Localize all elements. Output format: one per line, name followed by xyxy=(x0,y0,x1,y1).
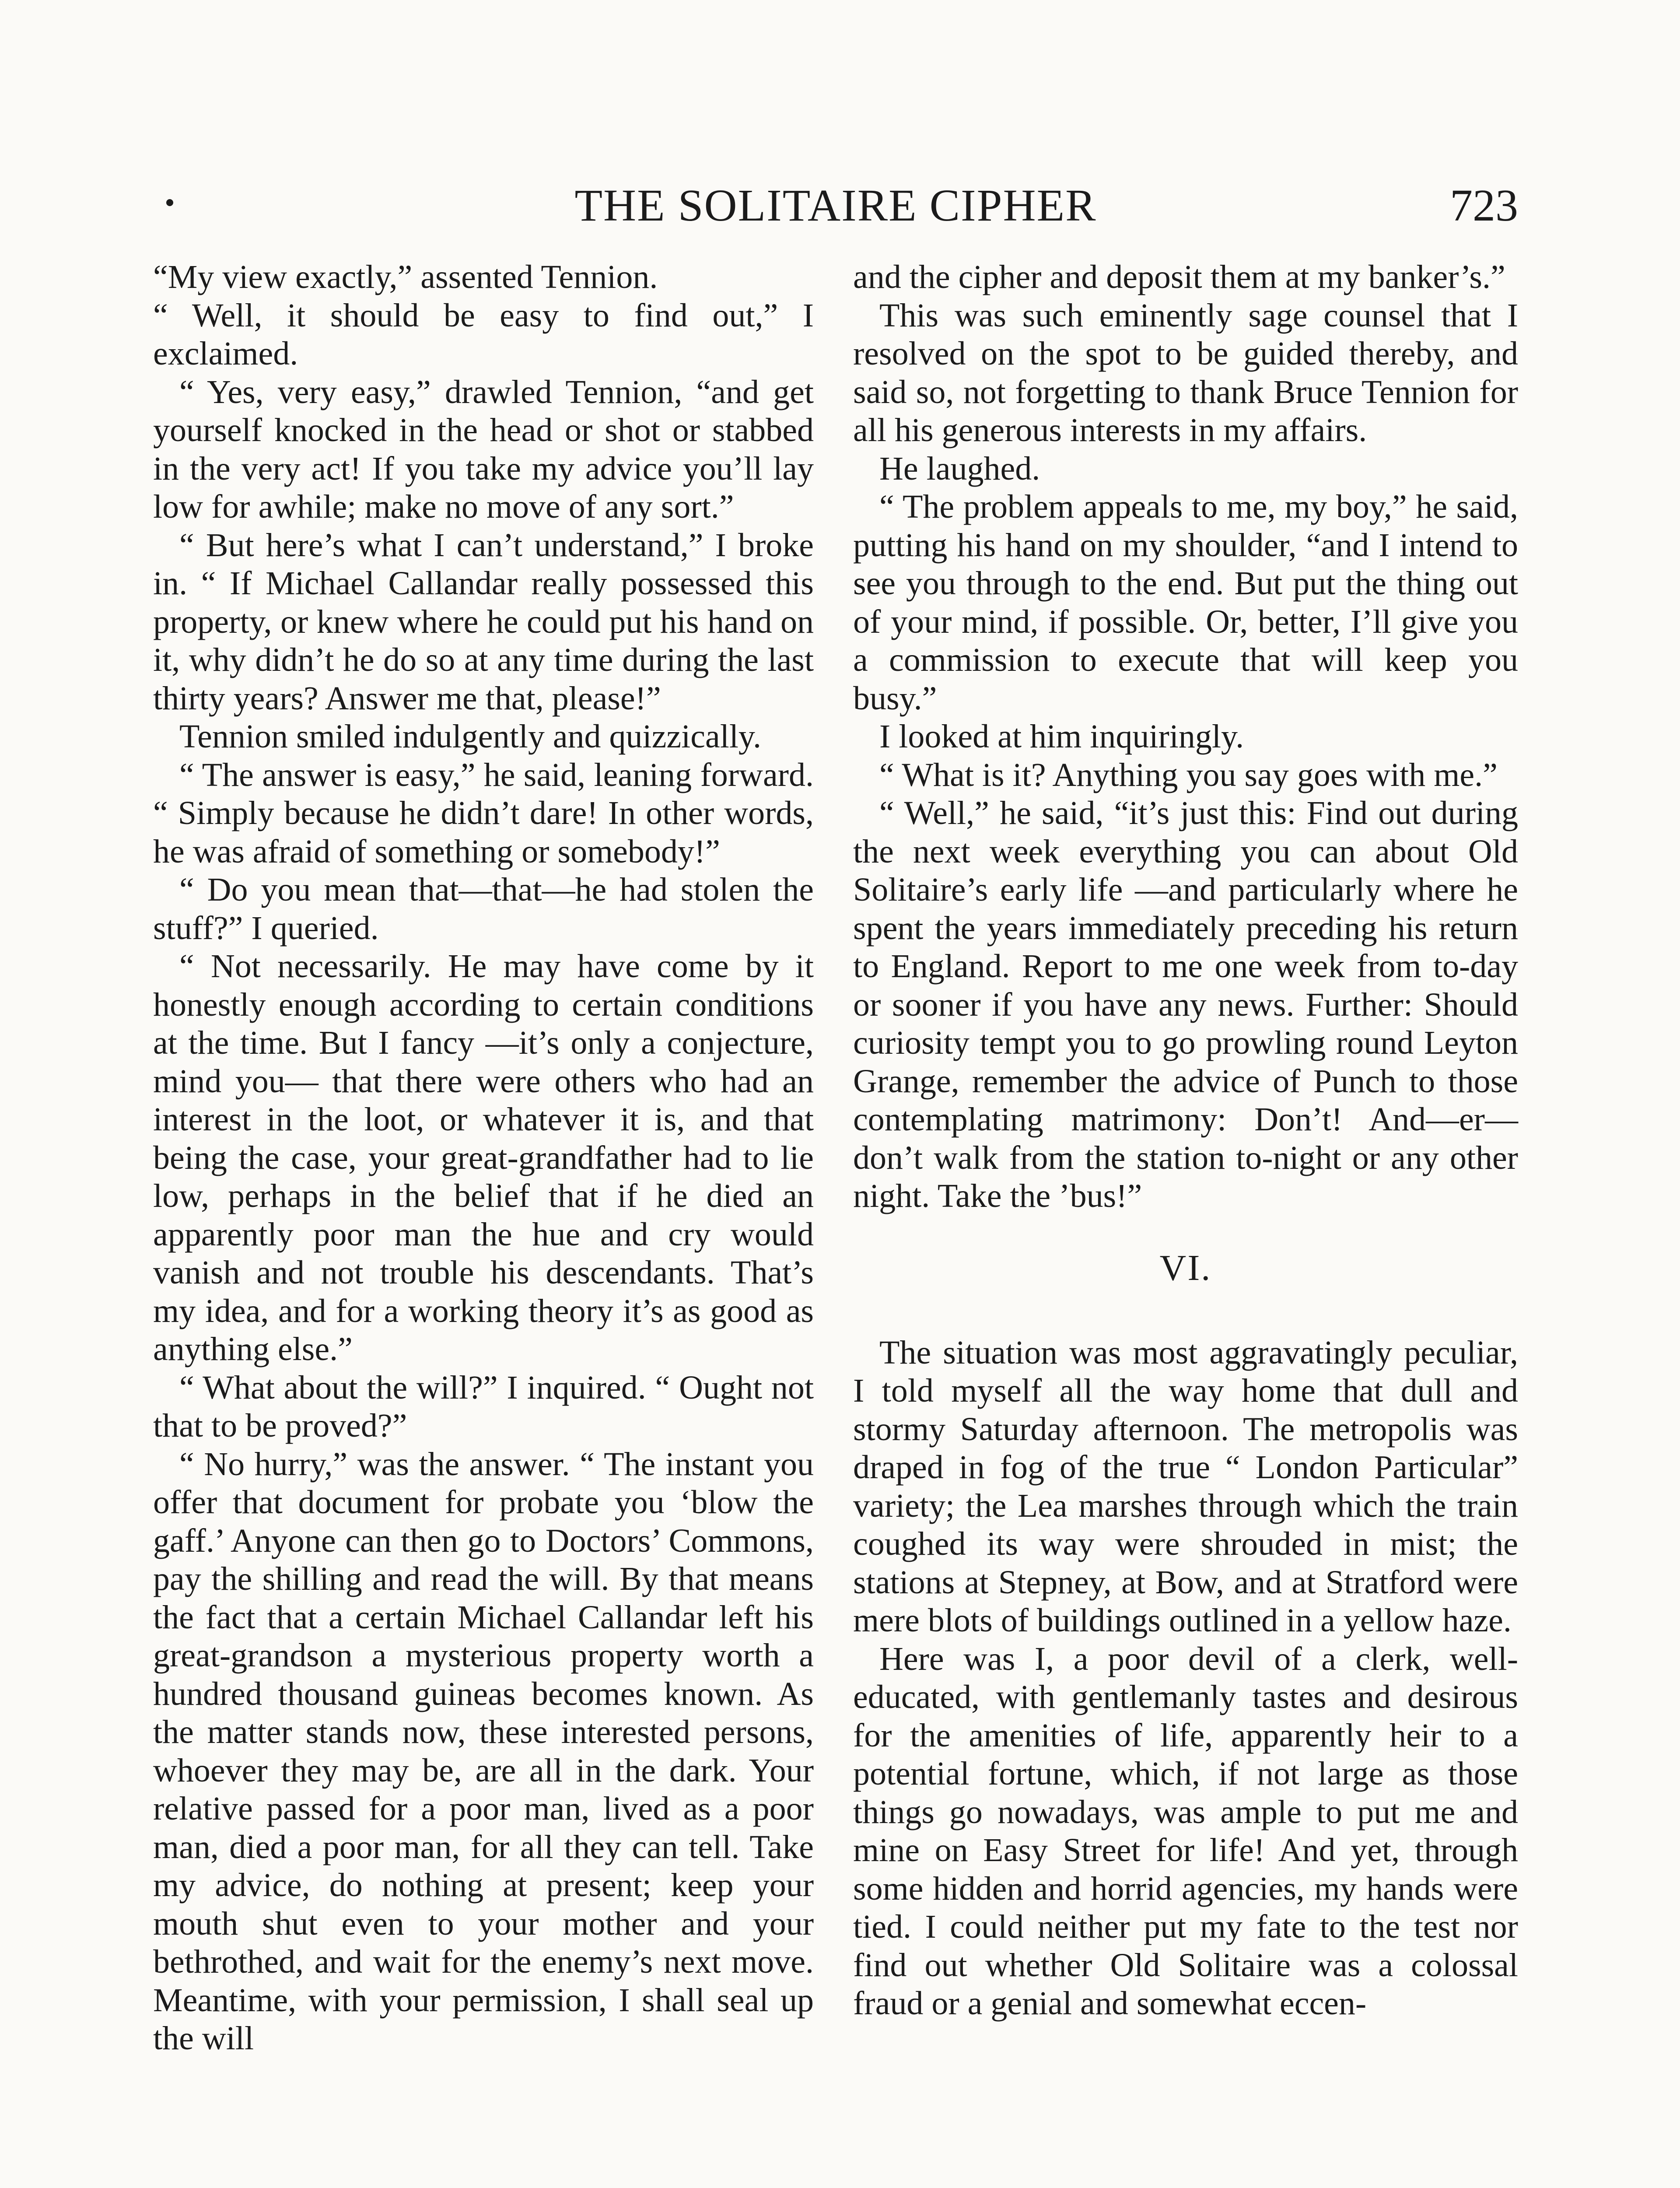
paragraph: “ What is it? Anything you say goes with me.” xyxy=(879,756,1498,793)
paragraph: “ The problem appeals to me, my boy,” he said, putting his hand on my shoulder, “and I intend to see you through to the end. But put the thing out of your mind, if possible. Or, better, I’ll give you a commission to execute that will keep you busy.” xyxy=(853,488,1518,717)
paragraph: “ Well,” he said, “it’s just this: Find out during the next week everything you can about Old Solitaire’s early life —and particularly where he spent the years immediately preceding his return to England. Report to me one week from to-day or sooner if you have any news. Further: Should curiosity tempt you to go prowling round Leyton Grange, remember the advice of Punch to those contemplating matrimony: Don’t! And—er—don’t walk from the station to-night or any other night. Take the ’bus!” xyxy=(853,795,1518,1214)
running-head xyxy=(153,177,1518,234)
left-column xyxy=(153,258,814,2058)
paragraph: Here was I, a poor devil of a clerk, well-educated, with gentlemanly tastes and desirous for the amenities of life, apparently heir to a potential fortune, which, if not large as those things go nowadays, was ample to put me and mine on Easy Street for life! And yet, through some hidden and horrid agencies, my hands were tied. I could neither put my fate to the test nor find out whether Old Solitaire was a colossal fraud or a genial and somewhat eccen- xyxy=(853,1640,1518,2022)
paragraph: “ But here’s what I can’t understand,” I broke in. “ If Michael Callandar really possessed this property, or knew where he could put his hand on it, why didn’t he do so at any time during the last thirty years? Answer me that, please!” xyxy=(153,526,814,717)
paragraph: “ What about the will?” I inquired. “ Ought not that to be proved?” xyxy=(153,1369,814,1444)
paragraph: I looked at him inquiringly. xyxy=(879,718,1244,755)
paragraph: “My view exactly,” assented Tennion. xyxy=(153,259,658,295)
paragraph: “ Well, it should be easy to find out,” I exclaimed. xyxy=(153,297,814,372)
paragraph: “ No hurry,” was the answer. “ The instant you offer that document for probate you ‘blow the gaff.’ Anyone can then go to Doctors’ Commons, pay the shilling and read the will. By that means the fact that a certain Michael Callandar left his great-grandson a mysterious property worth a hundred thousand guineas becomes known. As the matter stands now, these interested persons, whoever they may be, are all in the dark. Your relative passed for a poor man, lived as a poor man, died a poor man, for all they can tell. Take my advice, do nothing at present; keep your mouth shut even to your mother and your bethrothed, and wait for the enemy’s next move. Meantime, with your permission, I shall seal up the will xyxy=(153,1445,814,2057)
paragraph: “ Do you mean that—that—he had stolen the stuff?” I queried. xyxy=(153,871,814,947)
paragraph: This was such eminently sage counsel that I resolved on the spot to be guided thereby, and said so, not forgetting to thank Bruce Tennion for all his generous interests in my affairs. xyxy=(853,297,1518,449)
running-title: THE SOLITAIRE CIPHER xyxy=(574,180,1097,231)
paragraph: “ The answer is easy,” he said, leaning forward. “ Simply because he didn’t dare! In other words, he was afraid of something or somebody!” xyxy=(153,756,814,870)
paragraph: Tennion smiled indulgently and quizzically. xyxy=(179,718,761,755)
right-column xyxy=(853,258,1518,2023)
paragraph: “ Yes, very easy,” drawled Tennion, “and get yourself knocked in the head or shot or stabbed in the very act! If you take my advice you’ll lay low for awhile; make no move of any sort.” xyxy=(153,373,814,525)
paragraph: The situation was most aggravatingly peculiar, I told myself all the way home that dull and stormy Saturday afternoon. The metropolis was draped in fog of the true “ London Particular” variety; the Lea marshes through which the train coughed its way were shrouded in mist; the stations at Stepney, at Bow, and at Stratford were mere blots of buildings outlined in a yellow haze. xyxy=(853,1334,1518,1639)
section-heading: VI. xyxy=(1159,1247,1212,1288)
paragraph: “ Not necessarily. He may have come by it honestly enough according to certain conditions at the time. But I fancy —it’s only a conjecture, mind you— that there were others who had an interest in the loot, or whatever it is, and that being the case, your great-grandfather had to lie low, perhaps in the belief that if he died an apparently poor man the hue and cry would vanish and not trouble his descendants. That’s my idea, and for a working theory it’s as good as anything else.” xyxy=(153,948,814,1368)
paragraph: He laughed. xyxy=(879,450,1040,487)
paragraph: and the cipher and deposit them at my banker’s.” xyxy=(853,259,1505,295)
page-number: 723 xyxy=(1450,180,1518,231)
